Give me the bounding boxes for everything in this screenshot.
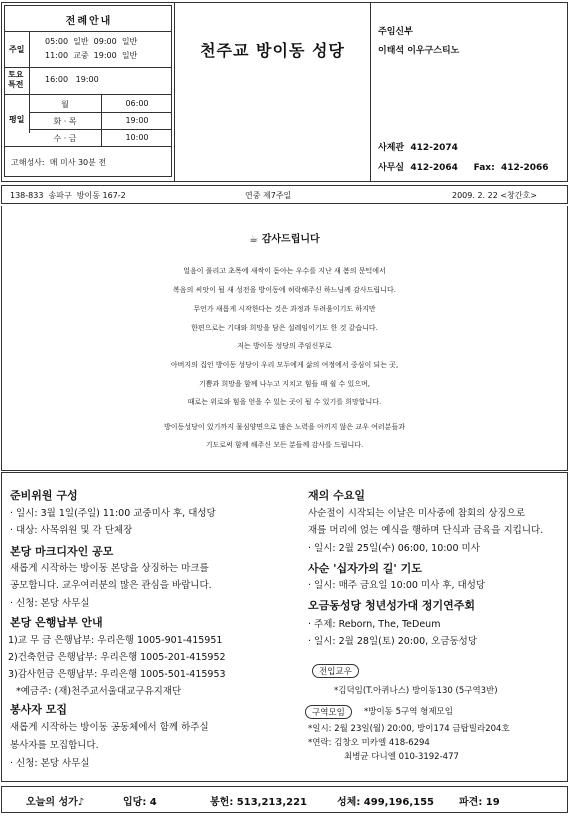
schedule-table: [4, 5, 172, 177]
parish-address: 138-833 송파구 방이동 167-2: [10, 191, 126, 200]
church-name: 천주교 방이동 성당: [200, 41, 345, 60]
message-title: [0, 230, 569, 245]
issue-date: 2009. 2. 22 <창간호>: [452, 191, 537, 200]
concert-date: · 일시: 2월 28일(토) 20:00, 오금동성당: [308, 636, 478, 647]
message-line-2: 복음의 씨앗이 될 새 성전을 방이동에 허락해주신 하느님께 감사드립니다.: [173, 286, 396, 294]
volunteer-apply: · 신청: 본당 사무실: [10, 758, 90, 769]
concert-theme: · 주제: Reborn, The, TeDeum: [308, 619, 441, 630]
ash-wednesday-line2: 재를 머리에 얹는 예식을 행하며 단식과 금육을 지킵니다.: [308, 525, 544, 536]
weekday-day-1: 월: [61, 100, 69, 109]
stations-of-cross-title: 사순 '십자가의 길' 기도: [308, 562, 422, 575]
zone-meeting-date: *일시: 2월 23일(월) 20:00, 방이174 금탑빌라204호: [308, 724, 510, 734]
weekday-time-3: 10:00: [125, 133, 149, 142]
bank-info-title: 본당 은행납부 안내: [10, 616, 103, 629]
mark-contest-apply: · 신청: 본당 사무실: [10, 598, 90, 609]
prep-committee-target: · 대상: 사목위원 및 각 단체장: [10, 525, 133, 536]
confession-info: 고해성사: 매 미사 30분 전: [11, 158, 107, 167]
volunteer-line1: 새롭게 시작하는 방이동 공동체에서 함께 하주실: [10, 722, 209, 733]
mark-contest-line2: 공모합니다. 교우여러분의 많은 관심을 바랍니다.: [10, 580, 212, 591]
ash-wednesday-line1: 사순절이 시작되는 이날은 미사중에 참회의 상징으로: [308, 508, 525, 519]
saturday-label: 토요 특전: [8, 70, 24, 89]
newcomer-info: *김덕임(T.아퀴나스) 방이동130 (5구역3반): [334, 686, 498, 696]
prep-committee-date: · 일시: 3월 1일(주일) 11:00 교중미사 후, 대성당: [10, 508, 216, 519]
weekday-time-2: 19:00: [125, 116, 149, 125]
message-line-9: 방이동성당이 있기까지 물심양면으로 많은 노력을 아끼지 않은 교우 여러분들과: [164, 423, 405, 431]
hymn-entrance: 입당: 4: [123, 797, 157, 808]
bank-account-holder: *예금주: (재)천주교서울대교구유지재단: [16, 686, 182, 697]
message-line-10: 기도로써 함께 해주신 모든 분들께 감사를 드립니다.: [205, 441, 364, 449]
bank-account-1: 1)교 무 금 은행납부: 우리은행 1005-901-415951: [8, 635, 223, 646]
volunteer-line2: 봉사자를 모집합니다.: [10, 740, 99, 751]
weekday-day-3: 수 · 금: [53, 134, 77, 143]
saturday-mass-times: 16:00 19:00: [45, 75, 99, 84]
hymn-communion: 성체: 499,196,155: [337, 797, 435, 808]
message-line-4: 한편으로는 기대와 희망을 담은 설레임이기도 한 것 같습니다.: [191, 324, 378, 332]
prep-committee-title: 준비위원 구성: [10, 489, 78, 502]
message-line-6: 아버지의 집인 방이동 성당이 우리 모두에게 삶의 여정에서 중심이 되는 곳,: [170, 361, 399, 369]
weekday-time-1: 06:00: [125, 99, 149, 108]
stations-of-cross-date: · 일시: 매주 금요일 10:00 미사 후, 대성당: [308, 580, 486, 591]
volunteer-title: 봉사자 모집: [10, 703, 67, 716]
weekday-day-2: 화 · 목: [53, 117, 77, 126]
message-line-1: 얼음이 풀리고 초목에 새싹이 돋아는 우수를 지난 새 봄의 문턱에서: [183, 267, 386, 275]
message-line-5: 저는 방이동 성당의 주임신부로: [237, 342, 332, 350]
concert-title: 오금동성당 청년성가대 정기연주회: [308, 599, 476, 612]
bullet-icon: ☕: [249, 234, 262, 245]
mark-contest-line1: 새롭게 시작하는 방이동 본당을 상징하는 마크를: [10, 563, 209, 574]
message-line-7: 기쁨과 희망을 함께 나누고 지치고 힘들 때 쉴 수 있으며,: [198, 380, 370, 388]
office-phone: 사무실 412-2064 Fax: 412-2066: [378, 163, 549, 173]
message-title-text: 감사드립니다: [261, 234, 320, 245]
zone-meeting-name: *방이동 5구역 형제모임: [364, 707, 453, 717]
bank-account-2: 2)건축헌금 은행납부: 우리은행 1005-201-415952: [8, 652, 226, 663]
weekday-label: 평일: [9, 115, 25, 124]
ash-wednesday-title: 재의 수요일: [308, 489, 365, 502]
ash-wednesday-date: · 일시: 2월 25일(수) 06:00, 10:00 미사: [308, 543, 480, 554]
priest-label: 주임신부: [378, 27, 413, 37]
rectory-phone: 사제관 412-2074: [378, 143, 458, 153]
zone-meeting-contact-2: 최병균 다니엘 010-3192-477: [344, 752, 459, 762]
schedule-title: 전례안내: [65, 16, 113, 27]
newcomer-badge: 전입교우: [312, 664, 359, 678]
hymn-recessional: 파견: 19: [459, 797, 500, 808]
sunday-mass-line2: 11:00 교중 19:00 일반: [45, 51, 138, 60]
liturgical-week: 연중 제7주일: [245, 191, 292, 200]
priest-name: 이태석 이우구스티노: [378, 46, 460, 56]
zone-meeting-badge: 구역모임: [305, 705, 352, 719]
sunday-label: 주일: [9, 45, 25, 54]
zone-meeting-contact-1: *연락: 김창오 미카엘 418-6294: [308, 738, 430, 748]
message-line-3: 무언가 새롭게 시작한다는 것은 과정과 두려움이기도 하지만: [193, 305, 376, 313]
bank-account-3: 3)감사헌금 은행납부: 우리은행 1005-501-415953: [8, 669, 226, 680]
message-line-8: 때로는 위로와 힘을 얻을 수 있는 곳이 될 수 있기를 희망합니다.: [187, 398, 382, 406]
hymn-offertory: 봉헌: 513,213,221: [210, 797, 308, 808]
hymn-label: 오늘의 성가♪: [26, 797, 85, 808]
mark-contest-title: 본당 마크디자인 공모: [10, 545, 114, 558]
sunday-mass-line1: 05:00 일반 09:00 일반: [45, 37, 138, 46]
